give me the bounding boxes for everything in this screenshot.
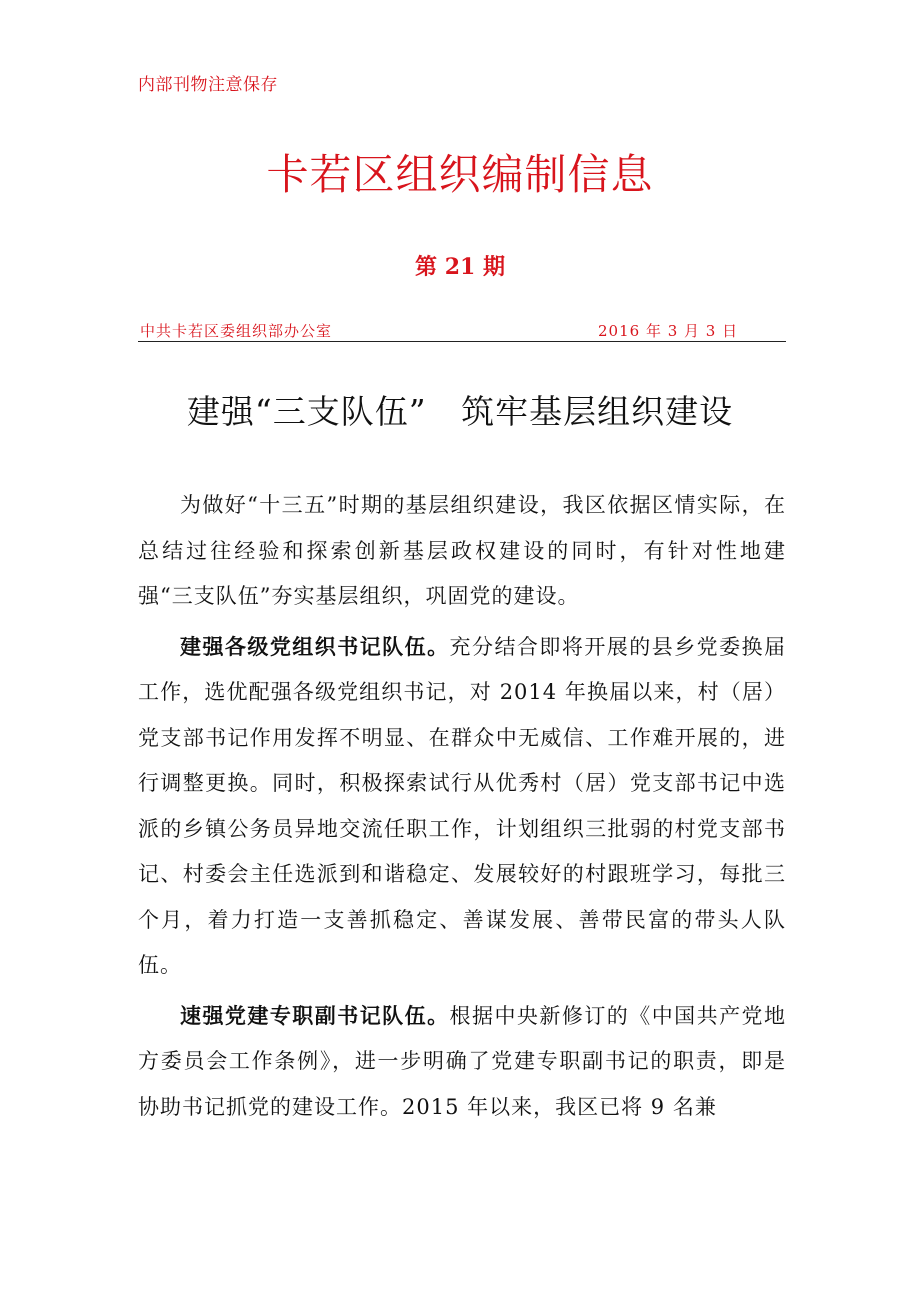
article-body: [138, 482, 786, 1134]
header-divider: [138, 341, 786, 342]
article-title: 建强“三支队伍” 筑牢基层组织建设: [186, 392, 734, 431]
paragraph-text: 充分结合即将开展的县乡党委换届工作，选优配强各级党组织书记，对 2014 年换届以来，村（居）党支部书记作用发挥不明显、在群众中无威信、工作难开展的，进行调整更换。同时，积极探索试行从优秀村（居）党支部书记中选派的乡镇公务员异地交流任职工作，计划组织三批弱的村党支部书记、村委会主任选派到和谐稳定、发展较好的村跟班学习，每批三个月，着力打造一支善抓稳定、善谋发展、善带民富的带头人队伍。: [138, 634, 787, 977]
paragraph-lead: 速强党建专职副书记队伍。: [180, 1002, 450, 1028]
paragraph: [138, 482, 786, 620]
paragraph: [138, 993, 786, 1131]
publication-masthead: 卡若区组织编制信息: [266, 150, 654, 199]
issue-date: 2016 年 3 月 3 日: [598, 322, 739, 340]
paragraph-text: 根据中央新修订的《中国共产党地方委员会工作条例》，进一步明确了党建专职副书记的职责，即是协助书记抓党的建设工作。2015 年以来，我区已将 9 名兼: [138, 1003, 787, 1119]
issue-number: 第 21 期: [415, 254, 505, 280]
internal-notice: 内部刊物注意保存: [138, 75, 278, 95]
paragraph-lead: 建强各级党组织书记队伍。: [180, 633, 450, 659]
paragraph-text: 为做好“十三五”时期的基层组织建设，我区依据区情实际，在总结过往经验和探索创新基层政权建设的同时，有针对性地建强“三支队伍”夯实基层组织，巩固党的建设。: [138, 493, 786, 608]
paragraph: [138, 624, 786, 989]
issuing-office: 中共卡若区委组织部办公室: [140, 322, 333, 340]
